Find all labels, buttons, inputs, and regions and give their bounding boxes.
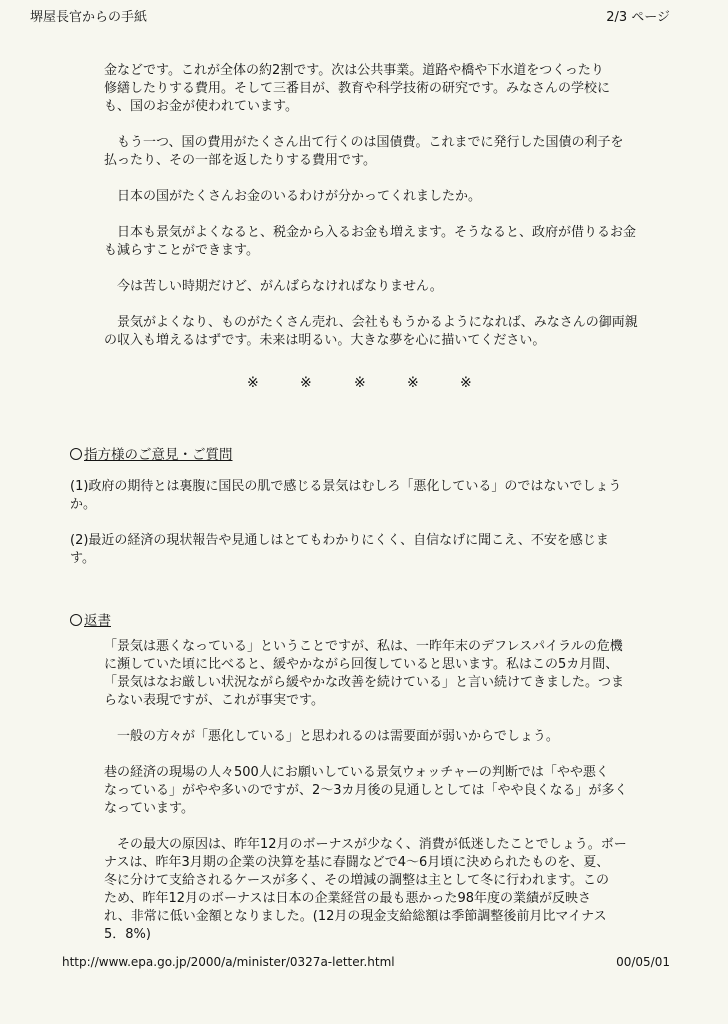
body-paragraph: 金などです。これが全体の約2割です。次は公共事業。道路や橋や下水道をつくったり 修繕したりする費用。そして三番目が、教育や科学技術の研究です。みなさんの学校に も、国のお金が使われています。	[104, 63, 610, 114]
page-indicator: 2/3 ページ	[606, 10, 670, 25]
separator-mark: ※	[247, 375, 259, 391]
reply-paragraph: その最大の原因は、昨年12月のボーナスが少なく、消費が低迷したことでしょう。ボー ナスは、昨年3月期の企業の決算を基に春闘などで4～6月頃に決められたものを、夏、 冬に分けて支給されるケースが多く、その増減の調整は主として冬に行われます。この ため、昨年12月のボーナスは日本の企業経営の最も悪かった98年度の業績が反映さ れ、非常に低い金額となりました。(12月の現金支給総額は季節調整後前月比マイナス 5．8%)	[104, 837, 627, 942]
separator-mark: ※	[300, 375, 312, 391]
reply-paragraph: 巷の経済の現場の人々500人にお願いしている景気ウォッチャーの判断では「やや悪く なっている」がやや多いのですが、2～3カ月後の見通しとしては「やや良くなる」が多く なっています。	[104, 765, 628, 816]
section-separator	[0, 375, 728, 395]
body-paragraph: 日本の国がたくさんお金のいるわけが分かってくれましたか。	[104, 189, 482, 204]
reply-paragraph: 一般の方々が「悪化している」と思われるのは需要面が弱いからでしょう。	[104, 729, 559, 744]
reply-heading	[70, 609, 111, 629]
separator-mark: ※	[407, 375, 419, 391]
reply-paragraph: 「景気は悪くなっている」ということですが、私は、一昨年末のデフレスパイラルの危機 に瀕していた頃に比べると、緩やかながら回復していると思います。私はこの5カ月間、 「景気はなお厳しい状況ながら緩やかな改善を続けている」と言い続けてきました。つま らない表現ですが、これが事実です。	[104, 639, 625, 708]
body-paragraph: 今は苦しい時期だけど、がんばらなければなりません。	[104, 279, 443, 294]
opinions-heading	[70, 443, 233, 463]
opinions-list	[70, 478, 655, 586]
body-paragraph: もう一つ、国の費用がたくさん出て行くのは国債費。これまでに発行した国債の利子を 払ったり、その一部を返したりする費用です。	[104, 135, 624, 168]
header-title: 堺屋長官からの手紙	[30, 10, 148, 25]
opinion-item: (1)政府の期待とは裏腹に国民の肌で感じる景気はむしろ「悪化している」のではないでしょう か。	[70, 479, 622, 512]
circle-bullet-icon	[70, 614, 82, 626]
body-paragraph: 景気がよくなり、ものがたくさん売れ、会社ももうかるようになれば、みなさんの御両親 の収入も増えるはずです。未来は明るい。大きな夢を心に描いてください。	[104, 315, 638, 348]
separator-mark: ※	[354, 375, 366, 391]
separator-mark: ※	[460, 375, 472, 391]
reply-heading-text: 返書	[84, 613, 111, 629]
circle-bullet-icon	[70, 448, 82, 460]
footer-date: 00/05/01	[616, 955, 670, 969]
reply-section	[104, 638, 649, 962]
body-paragraph: 日本も景気がよくなると、税金から入るお金も増えます。そうなると、政府が借りるお金 も減らすことができます。	[104, 225, 636, 258]
footer-url: http://www.epa.go.jp/2000/a/minister/0327a-letter.html	[62, 955, 395, 969]
opinions-heading-text: 指方様のご意見・ご質問	[84, 447, 233, 463]
opinion-item: (2)最近の経済の現状報告や見通しはとてもわかりにくく、自信なげに聞こえ、不安を感じま す。	[70, 533, 609, 566]
body-section	[104, 62, 644, 368]
